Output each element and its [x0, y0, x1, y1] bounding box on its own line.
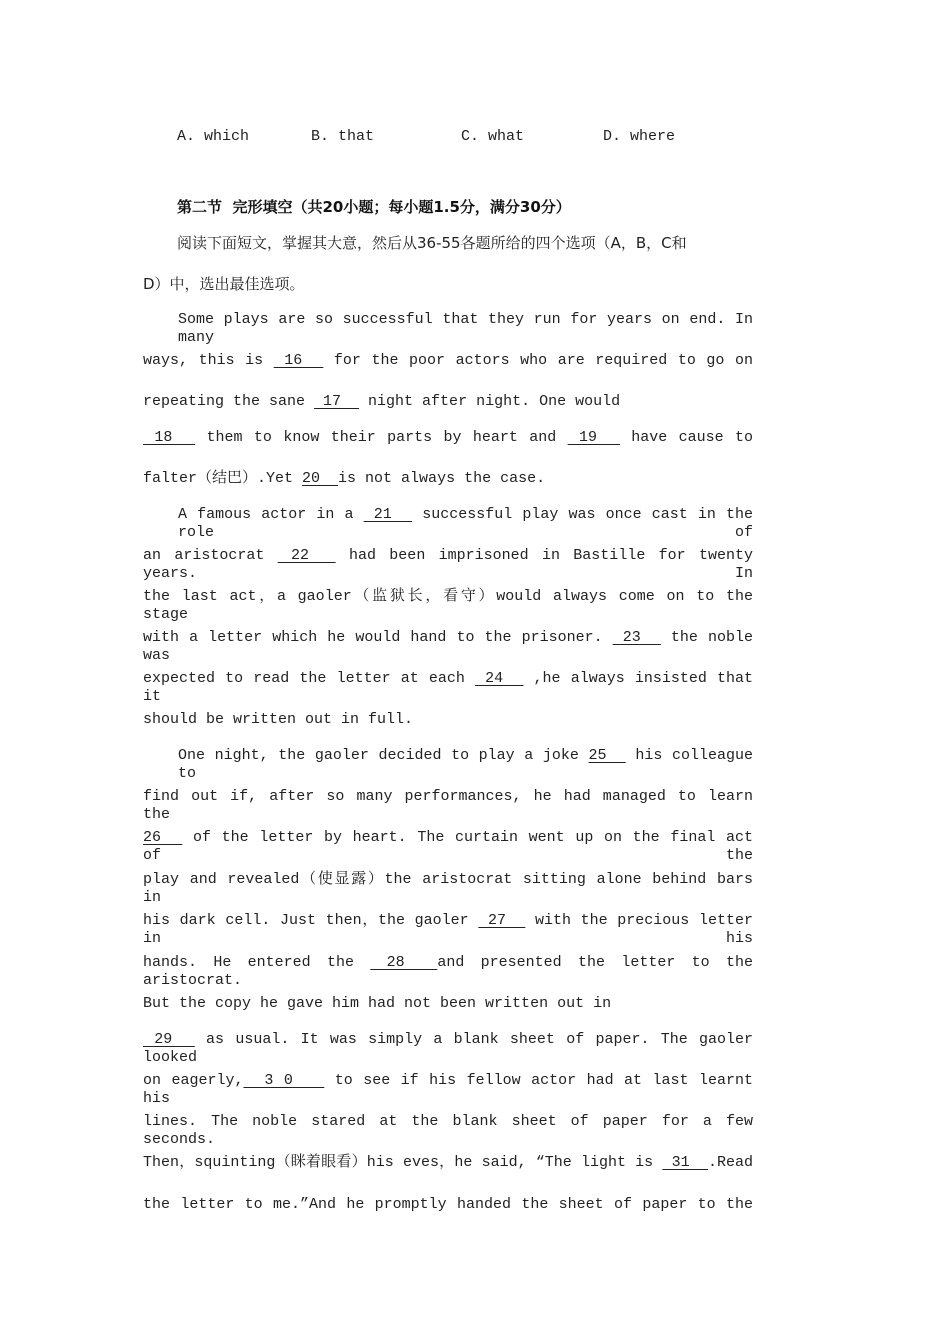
p3-line-11: Then，squinting（眯着眼看）his eves，he said, “The light is 31 .Read	[143, 1154, 753, 1171]
blank-19: 19	[567, 429, 620, 446]
blank-21: 21	[363, 506, 413, 523]
blank-26: 26	[143, 829, 183, 846]
blank-30: 3 0	[243, 1072, 325, 1089]
blank-20: 20	[302, 470, 339, 487]
blank-17: 17	[314, 393, 360, 410]
p2-line-5: expected to read the letter at each 24 ,he always insisted that it	[143, 670, 753, 705]
p3-line-4: play and revealed（使显露）the aristocrat sitting alone behind bars in	[143, 871, 753, 906]
p3-line-6: hands. He entered the 28 and presented the letter to the aristocrat.	[143, 954, 753, 989]
p3-line-5: his dark cell. Just then，the gaoler 27 with the precious letter in his	[143, 912, 753, 947]
p2-line-2: an aristocrat 22 had been imprisoned in Bastille for twenty years. In	[143, 547, 753, 582]
blank-24: 24	[475, 670, 524, 687]
p1-line-3: repeating the sane 17 night after night. One would	[143, 393, 621, 410]
p3-line-1: One night, the gaoler decided to play a joke 25 his colleague to	[178, 747, 753, 782]
blank-25: 25	[588, 747, 626, 764]
blank-31: 31	[662, 1154, 708, 1171]
p3-line-8: 29 as usual. It was simply a blank sheet of paper. The gaoler looked	[143, 1031, 753, 1066]
p1-line-4: 18 them to know their parts by heart and 19 have cause to	[143, 429, 753, 446]
blank-22: 22	[277, 547, 336, 564]
p1-line-2: ways, this is 16 for the poor actors who are required to go on	[143, 352, 753, 369]
option-d: D. where	[603, 128, 676, 145]
instruction-line-1: 阅读下面短文，掌握其大意，然后从36-55各题所给的四个选项（A，B，C和	[177, 234, 687, 252]
p3-line-12: the letter to me.”And he promptly handed the sheet of paper to the	[143, 1196, 753, 1213]
blank-23: 23	[612, 629, 661, 646]
p2-line-1: A famous actor in a 21 successful play was once cast in the role of	[178, 506, 753, 541]
blank-18: 18	[143, 429, 196, 446]
instruction-line-2: D）中，选出最佳选项。	[143, 275, 305, 293]
option-b: B. that	[311, 128, 375, 145]
p3-line-7: But the copy he gave him had not been written out in	[143, 995, 612, 1012]
p3-line-10: lines. The noble stared at the blank sheet of paper for a few seconds.	[143, 1113, 753, 1148]
blank-16: 16	[273, 352, 324, 369]
p1-line-1: Some plays are so successful that they run for years on end. In many	[178, 311, 753, 346]
p2-line-4: with a letter which he would hand to the prisoner. 23 the noble was	[143, 629, 753, 664]
p2-line-6: should be written out in full.	[143, 711, 414, 728]
p1-line-5: falter（结巴）.Yet 20 is not always the case.	[143, 470, 546, 487]
option-a: A. which	[177, 128, 250, 145]
p3-line-3: 26 of the letter by heart. The curtain went up on the final act of the	[143, 829, 753, 864]
option-c: C. what	[461, 128, 525, 145]
blank-28: 28	[370, 954, 438, 971]
p3-line-2: find out if, after so many performances, he had managed to learn the	[143, 788, 753, 823]
section-heading: 第二节 完形填空（共20小题；每小题1.5分，满分30分）	[177, 198, 571, 216]
blank-27: 27	[478, 912, 526, 929]
p2-line-3: the last act，a gaoler（监狱长，看守）would always come on to the stage	[143, 588, 753, 623]
blank-29: 29	[143, 1031, 195, 1048]
p3-line-9: on eagerly, 3 0 to see if his fellow actor had at last learnt his	[143, 1072, 753, 1107]
